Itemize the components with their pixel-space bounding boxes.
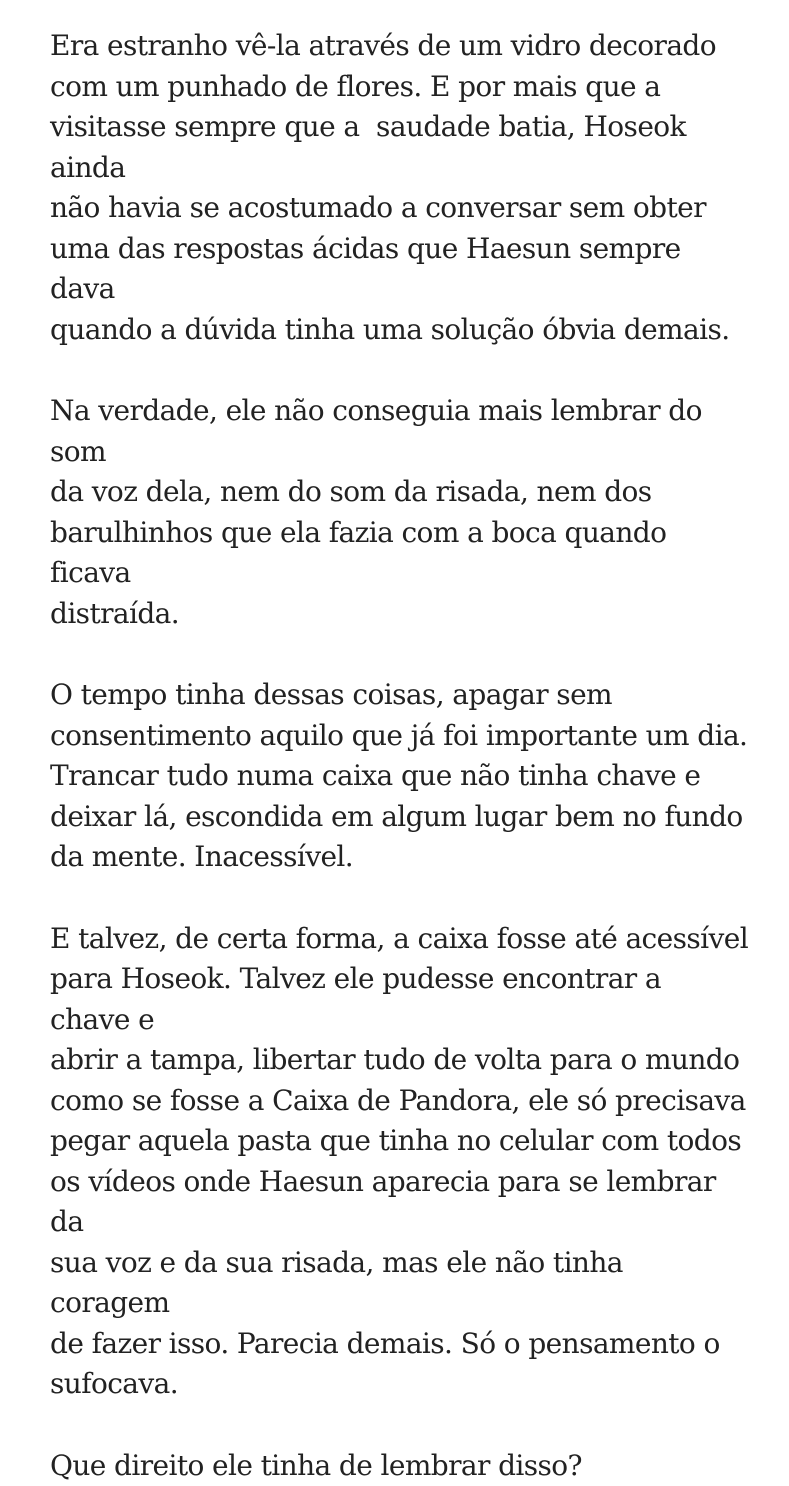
paragraph-1: Era estranho vê-la através de um vidro decorado com um punhado de flores. E por mais que a visitasse sempre que a saudade batia, Hoseok ainda não havia se acostumado a conversar sem obter uma das respostas ácidas que Haesun sempre dava quando a dúvida tinha uma solução óbvia demais. [50,26,749,350]
paragraph-2: Na verdade, ele não conseguia mais lembrar do som da voz dela, nem do som da risada, nem dos barulhinhos que ela fazia com a boca quando ficava distraída. [50,391,749,634]
paragraph-5: Que direito ele tinha de lembrar disso? [50,1446,749,1486]
paragraph-4: E talvez, de certa forma, a caixa fosse até acessível para Hoseok. Talvez ele pudesse encontrar a chave e abrir a tampa, libertar tudo de volta para o mundo como se fosse a Caixa de Pandora, ele só precisava pegar aquela pasta que tinha no celular com todos os vídeos onde Haesun aparecia para se lembrar da sua voz e da sua risada, mas ele não tinha coragem de fazer isso. Parecia demais. Só o pensamento o sufocava. [50,919,749,1405]
paragraph-3: O tempo tinha dessas coisas, apagar sem consentimento aquilo que já foi importante um dia. Trancar tudo numa caixa que não tinha chave e deixar lá, escondida em algum lugar bem no fundo da mente. Inacessível. [50,675,749,878]
